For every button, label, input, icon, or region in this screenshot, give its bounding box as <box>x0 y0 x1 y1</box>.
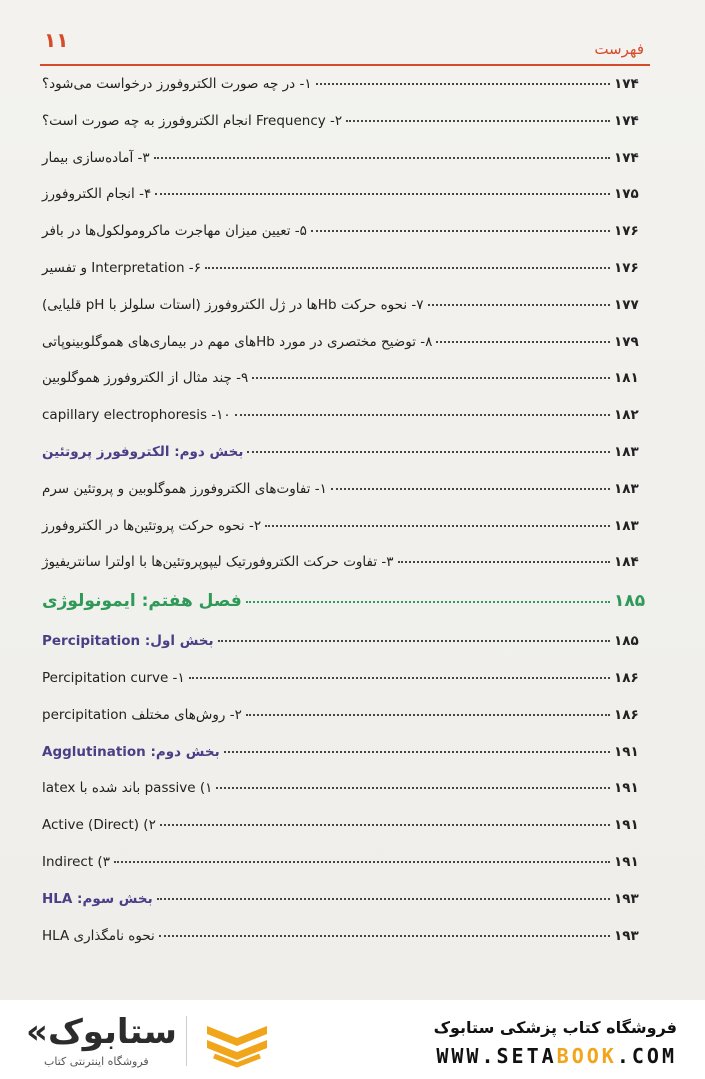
toc-entry-title: ۲- Frequency انجام الکتروفورز به چه صورت است؟ <box>42 112 343 129</box>
dot-leader <box>246 601 610 603</box>
toc-entry-page: ۱۷۹ <box>614 333 639 350</box>
toc-entry[interactable] <box>40 670 650 707</box>
dot-leader <box>265 525 610 527</box>
toc-entry-page: ۱۸۵ <box>614 633 639 650</box>
toc-part[interactable] <box>40 444 650 481</box>
shop-url-link[interactable] <box>436 1044 677 1068</box>
toc-entry-page: ۱۹۳ <box>614 927 639 944</box>
toc-entry-title: بخش دوم: Agglutination <box>42 743 220 760</box>
table-of-contents <box>40 76 650 964</box>
toc-entry[interactable] <box>40 928 650 965</box>
toc-entry-page: ۱۹۱ <box>614 817 639 834</box>
logo-divider <box>186 1016 187 1066</box>
dot-leader <box>216 787 610 789</box>
dot-leader <box>189 677 610 679</box>
toc-entry-title: ۲- روش‌های مختلف percipitation <box>42 706 242 723</box>
dot-leader <box>428 304 610 306</box>
dot-leader <box>235 414 610 416</box>
dot-leader <box>436 341 610 343</box>
dot-leader <box>311 230 610 232</box>
toc-entry-title: ۱- تفاوت‌های الکتروفورز هموگلوبین و پروتئین سرم <box>42 480 327 497</box>
toc-entry-title: ۴- انجام الکتروفورز <box>42 186 152 203</box>
toc-entry-page: ۱۸۴ <box>614 554 639 571</box>
toc-entry[interactable] <box>40 518 650 555</box>
toc-entry-title: بخش اول: Percipitation <box>42 633 214 650</box>
toc-entry-title: ۲- نحوه حرکت پروتئین‌ها در الکتروفورز <box>42 517 262 534</box>
toc-entry-title: ۲) Active (Direct) <box>42 817 156 834</box>
toc-part[interactable] <box>40 744 650 781</box>
toc-entry[interactable] <box>40 554 650 591</box>
url-start: WWW.SETA <box>436 1044 557 1068</box>
toc-entry-title: ۳- تفاوت حرکت الکتروفورتیک لیپوپروتئین‌ها با اولترا سانتریفیوژ <box>42 554 394 571</box>
toc-entry[interactable] <box>40 297 650 334</box>
toc-entry-page: ۱۹۱ <box>614 853 639 870</box>
book-stack-icon <box>202 1018 272 1070</box>
toc-entry-page: ۱۸۳ <box>614 480 639 497</box>
toc-entry-title: بخش دوم: الکتروفورز پروتئین <box>42 443 244 460</box>
dot-leader <box>157 898 610 900</box>
toc-entry[interactable] <box>40 407 650 444</box>
toc-entry-page: ۱۷۴ <box>614 76 639 92</box>
page-number: ۱۱ <box>44 28 69 52</box>
toc-entry-title: ۱- در چه صورت الکتروفورز درخواست می‌شود؟ <box>42 76 312 92</box>
toc-part[interactable] <box>40 633 650 670</box>
toc-entry-page: ۱۸۳ <box>614 443 639 460</box>
dot-leader <box>252 377 610 379</box>
toc-entry-page: ۱۷۶ <box>614 223 639 240</box>
toc-entry-page: ۱۸۳ <box>614 517 639 534</box>
shop-name: فروشگاه کتاب پزشکی ستابوک <box>433 1018 677 1037</box>
toc-entry[interactable] <box>40 707 650 744</box>
footer-banner <box>0 1000 705 1079</box>
toc-entry[interactable] <box>40 260 650 297</box>
dot-leader <box>398 561 610 563</box>
toc-entry-page: ۱۷۵ <box>614 186 639 203</box>
toc-entry-title: فصل هفتم: ایمونولوژی <box>42 591 242 612</box>
dot-leader <box>205 267 610 269</box>
toc-entry-page: ۱۸۱ <box>614 370 639 387</box>
toc-entry-title: ۱) passive باند شده با latex <box>42 780 213 797</box>
toc-entry-title: ۶- Interpretation و تفسیر <box>42 259 201 276</box>
toc-entry-title: ۹- چند مثال از الکتروفورز هموگلوبین <box>42 370 249 387</box>
toc-part[interactable] <box>40 891 650 928</box>
dot-leader <box>224 751 610 753</box>
toc-entry-page: ۱۷۷ <box>614 296 639 313</box>
dot-leader <box>114 861 610 863</box>
toc-entry-page: ۱۸۲ <box>614 407 639 424</box>
dot-leader <box>331 488 610 490</box>
toc-entry[interactable] <box>40 780 650 817</box>
toc-entry[interactable] <box>40 481 650 518</box>
dot-leader <box>159 935 610 937</box>
toc-entry[interactable] <box>40 186 650 223</box>
toc-entry[interactable] <box>40 334 650 371</box>
toc-entry-title: ۳) Indirect <box>42 853 110 870</box>
dot-leader <box>246 714 610 716</box>
logo-subtitle: فروشگاه اینترنتی کتاب <box>44 1055 149 1068</box>
logo-wordmark: «ستابوک <box>26 1012 177 1052</box>
setabook-logo[interactable] <box>26 1012 286 1072</box>
toc-entry-title: ۵- تعیین میزان مهاجرت ماکرومولکول‌ها در بافر <box>42 223 307 240</box>
toc-entry-page: ۱۷۴ <box>614 112 639 129</box>
toc-entry-title: ۳- آماده‌سازی بیمار <box>42 149 150 166</box>
toc-entry[interactable] <box>40 76 650 113</box>
toc-entry-title: نحوه نامگذاری HLA <box>42 927 155 944</box>
dot-leader <box>154 157 610 159</box>
toc-chapter[interactable] <box>40 591 650 633</box>
dot-leader <box>316 83 610 85</box>
dot-leader <box>155 193 610 195</box>
toc-entry-page: ۱۹۳ <box>614 890 639 907</box>
toc-entry-title: ۱- Percipitation curve <box>42 669 185 686</box>
toc-entry[interactable] <box>40 370 650 407</box>
toc-entry-page: ۱۸۵ <box>614 591 646 612</box>
toc-entry-title: بخش سوم: HLA <box>42 890 153 907</box>
page-header <box>40 24 650 66</box>
toc-entry[interactable] <box>40 223 650 260</box>
dot-leader <box>160 824 610 826</box>
toc-entry-page: ۱۸۶ <box>614 706 639 723</box>
dot-leader <box>218 640 610 642</box>
toc-entry-page: ۱۷۶ <box>614 259 639 276</box>
dot-leader <box>346 120 610 122</box>
toc-entry[interactable] <box>40 150 650 187</box>
section-title: فهرست <box>594 40 644 58</box>
url-accent: BOOK <box>556 1044 617 1068</box>
dot-leader <box>247 451 610 453</box>
toc-entry-title: ۷- نحوه حرکت Hbها در ژل الکتروفورز (استات سلولز با pH قلیایی) <box>42 296 424 313</box>
toc-entry[interactable] <box>40 113 650 150</box>
toc-entry-title: ۱۰- capillary electrophoresis <box>42 407 231 424</box>
toc-entry-page: ۱۷۴ <box>614 149 639 166</box>
toc-entry-page: ۱۹۱ <box>614 780 639 797</box>
url-end: .COM <box>616 1044 677 1068</box>
toc-entry[interactable] <box>40 854 650 891</box>
toc-entry-title: ۸- توضیح مختصری در مورد Hbهای مهم در بیماری‌های هموگلوبینوپاتی <box>42 333 433 350</box>
toc-entry[interactable] <box>40 817 650 854</box>
toc-entry-page: ۱۹۱ <box>614 743 639 760</box>
toc-entry-page: ۱۸۶ <box>614 669 639 686</box>
